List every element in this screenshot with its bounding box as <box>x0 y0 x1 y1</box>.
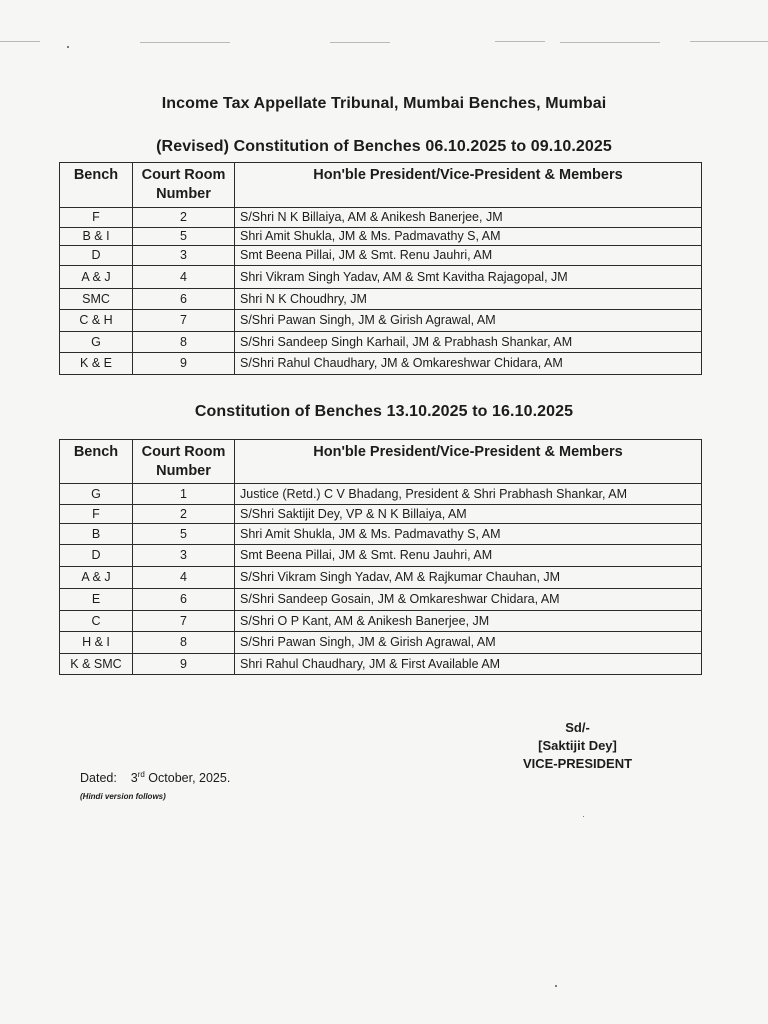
table-row <box>60 246 702 266</box>
bench-cell: G <box>60 484 133 505</box>
table-row <box>60 589 702 611</box>
court-room-cell: 9 <box>133 353 235 375</box>
members-cell: S/Shri Pawan Singh, JM & Girish Agrawal, AM <box>235 632 702 654</box>
dated-day: 3 <box>130 771 138 786</box>
table-row <box>60 484 702 505</box>
dated-line <box>80 770 230 785</box>
document-title: Income Tax Appellate Tribunal, Mumbai Benches, Mumbai <box>161 95 607 112</box>
dated-rest: October, 2025. <box>144 771 231 786</box>
members-cell: Smt Beena Pillai, JM & Smt. Renu Jauhri, AM <box>235 246 702 266</box>
table-row <box>60 567 702 589</box>
signatory-designation: VICE-PRESIDENT <box>522 756 633 771</box>
members-cell: Justice (Retd.) C V Bhadang, President & Shri Prabhash Shankar, AM <box>235 484 702 505</box>
table-row <box>60 632 702 654</box>
table-row <box>60 266 702 289</box>
bench-cell: B & I <box>60 228 133 246</box>
court-room-cell: 5 <box>133 228 235 246</box>
members-column-header: Hon'ble President/Vice-President & Members <box>235 163 702 208</box>
table-row <box>60 208 702 228</box>
bench-cell: K & E <box>60 353 133 375</box>
dated-label: Dated: <box>80 771 117 786</box>
court-room-cell: 3 <box>133 246 235 266</box>
section2-title: Constitution of Benches 13.10.2025 to 16.10.2025 <box>194 403 574 420</box>
members-cell: S/Shri O P Kant, AM & Anikesh Banerjee, JM <box>235 611 702 632</box>
court-room-cell: 5 <box>133 524 235 545</box>
table-row <box>60 310 702 332</box>
bench-cell: B <box>60 524 133 545</box>
members-cell: Shri Vikram Singh Yadav, AM & Smt Kavitha Rajagopal, JM <box>235 266 702 289</box>
members-cell: S/Shri N K Billaiya, AM & Anikesh Banerjee, JM <box>235 208 702 228</box>
signatory-name: [Saktijit Dey] <box>538 738 617 753</box>
court-room-cell: 8 <box>133 332 235 353</box>
scan-artifact-line <box>495 41 545 42</box>
court-room-cell: 8 <box>133 632 235 654</box>
scan-artifact-line <box>560 42 660 43</box>
table-row <box>60 505 702 524</box>
benches-table-1 <box>59 162 702 375</box>
members-cell: Shri N K Choudhry, JM <box>235 289 702 310</box>
bench-cell: SMC <box>60 289 133 310</box>
scan-artifact-line <box>330 42 390 43</box>
scan-artifact-line <box>690 41 768 42</box>
table-row <box>60 545 702 567</box>
members-cell: S/Shri Pawan Singh, JM & Girish Agrawal, AM <box>235 310 702 332</box>
bench-cell: F <box>60 208 133 228</box>
benches-table-2 <box>59 439 702 675</box>
court-room-cell: 1 <box>133 484 235 505</box>
scan-artifact-line <box>0 41 40 42</box>
bench-cell: K & SMC <box>60 654 133 675</box>
scan-speck <box>67 46 69 48</box>
bench-cell: A & J <box>60 266 133 289</box>
members-cell: Shri Rahul Chaudhary, JM & First Available AM <box>235 654 702 675</box>
court-room-cell: 3 <box>133 545 235 567</box>
court-room-cell: 2 <box>133 505 235 524</box>
court-room-column-header: Court Room Number <box>133 440 235 484</box>
section1-title: (Revised) Constitution of Benches 06.10.2025 to 09.10.2025 <box>156 138 612 155</box>
bench-cell: H & I <box>60 632 133 654</box>
bench-column-header: Bench <box>60 163 133 208</box>
bench-column-header: Bench <box>60 440 133 484</box>
court-room-cell: 7 <box>133 310 235 332</box>
members-column-header: Hon'ble President/Vice-President & Members <box>235 440 702 484</box>
bench-cell: E <box>60 589 133 611</box>
court-room-cell: 6 <box>133 589 235 611</box>
table-row <box>60 353 702 375</box>
table-header-row <box>60 163 702 208</box>
court-room-column-header: Court Room Number <box>133 163 235 208</box>
members-cell: S/Shri Sandeep Gosain, JM & Omkareshwar Chidara, AM <box>235 589 702 611</box>
bench-cell: G <box>60 332 133 353</box>
table-row <box>60 228 702 246</box>
court-room-cell: 4 <box>133 266 235 289</box>
bench-cell: F <box>60 505 133 524</box>
members-cell: Smt Beena Pillai, JM & Smt. Renu Jauhri, AM <box>235 545 702 567</box>
table-row <box>60 289 702 310</box>
members-cell: S/Shri Vikram Singh Yadav, AM & Rajkumar Chauhan, JM <box>235 567 702 589</box>
scan-speck <box>555 985 557 987</box>
table-row <box>60 332 702 353</box>
members-cell: Shri Amit Shukla, JM & Ms. Padmavathy S, AM <box>235 228 702 246</box>
members-cell: S/Shri Sandeep Singh Karhail, JM & Prabhash Shankar, AM <box>235 332 702 353</box>
members-cell: Shri Amit Shukla, JM & Ms. Padmavathy S, AM <box>235 524 702 545</box>
court-room-cell: 4 <box>133 567 235 589</box>
court-room-cell: 9 <box>133 654 235 675</box>
bench-cell: C <box>60 611 133 632</box>
court-room-cell: 2 <box>133 208 235 228</box>
bench-cell: C & H <box>60 310 133 332</box>
members-cell: S/Shri Saktijit Dey, VP & N K Billaiya, AM <box>235 505 702 524</box>
table-row <box>60 654 702 675</box>
table-header-row <box>60 440 702 484</box>
table-row <box>60 524 702 545</box>
bench-cell: D <box>60 545 133 567</box>
court-room-cell: 6 <box>133 289 235 310</box>
members-cell: S/Shri Rahul Chaudhary, JM & Omkareshwar Chidara, AM <box>235 353 702 375</box>
signature-sd: Sd/- <box>565 720 590 735</box>
scan-artifact-line <box>140 42 230 43</box>
court-room-cell: 7 <box>133 611 235 632</box>
dated-day-suffix: rd <box>137 770 145 779</box>
hindi-version-note: (Hindi version follows) <box>80 792 166 801</box>
table-row <box>60 611 702 632</box>
scan-speck <box>583 816 584 817</box>
bench-cell: A & J <box>60 567 133 589</box>
bench-cell: D <box>60 246 133 266</box>
